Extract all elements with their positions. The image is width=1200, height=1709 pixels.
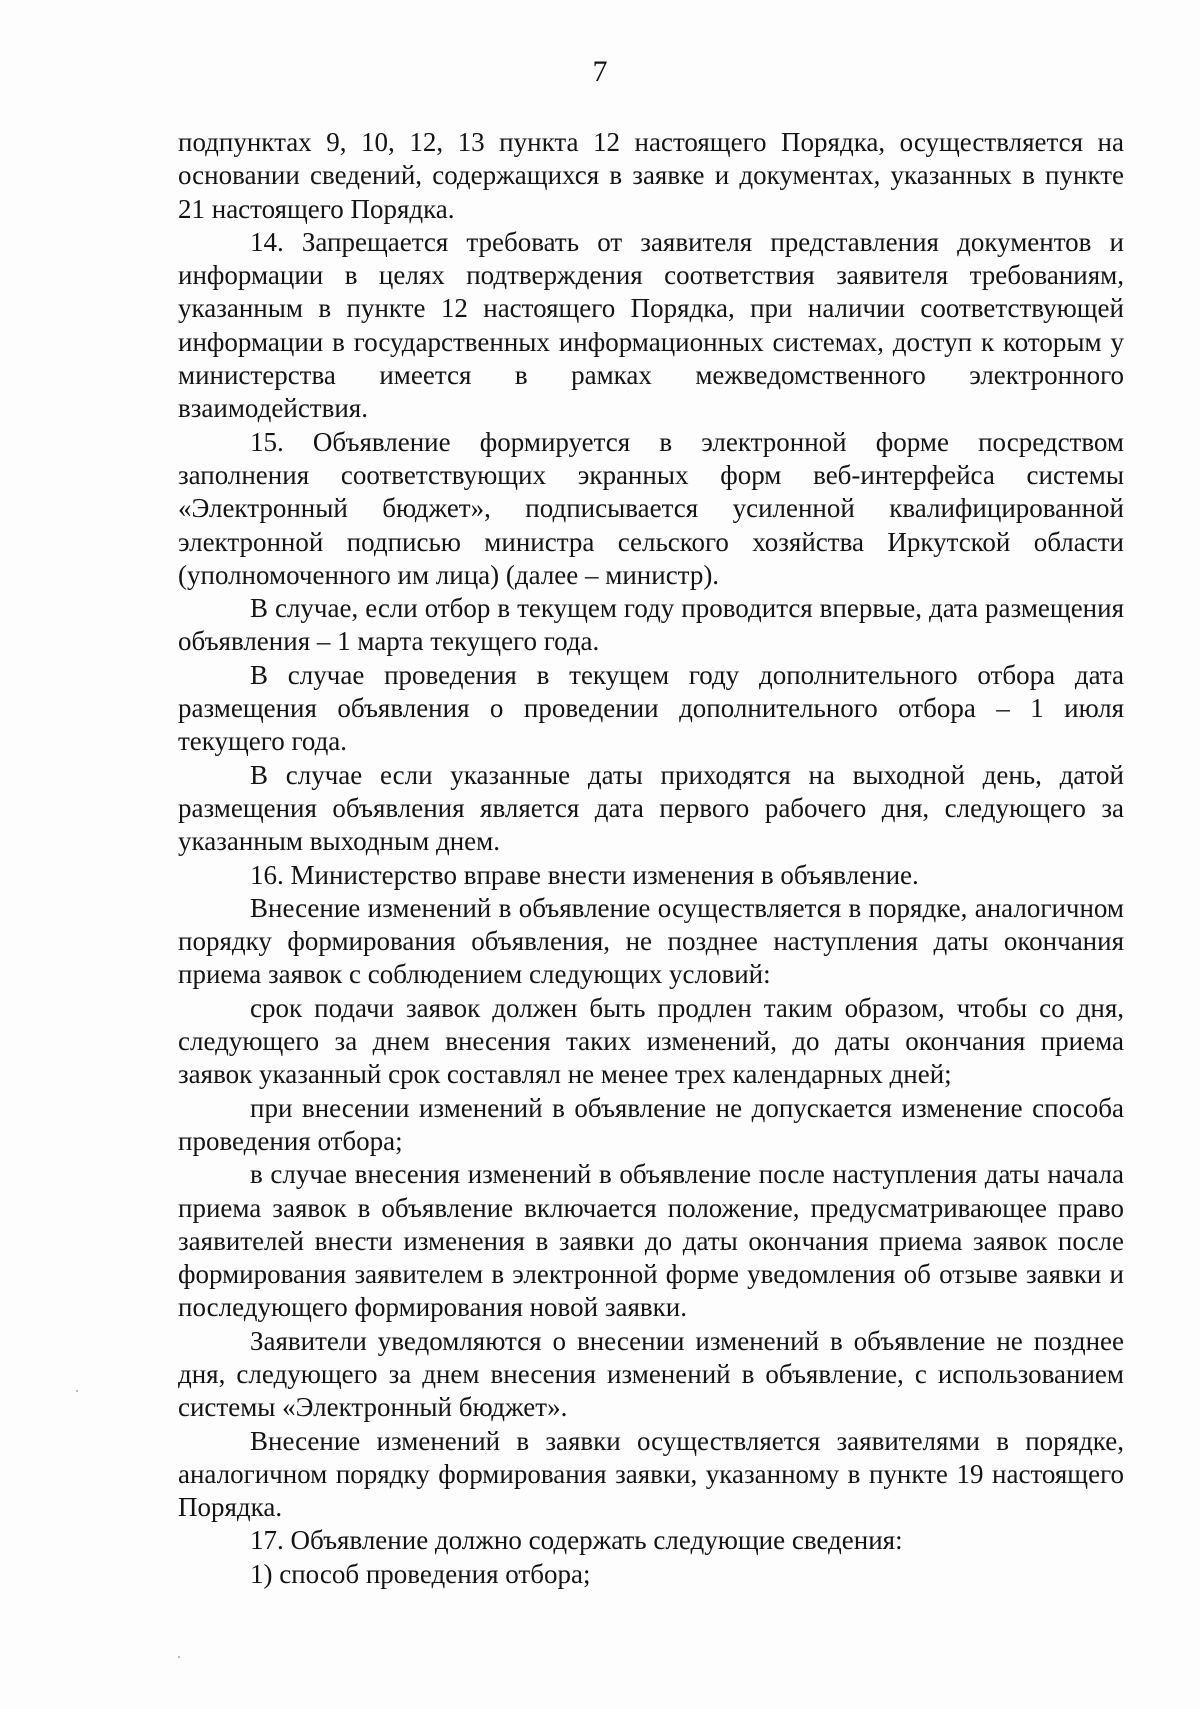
scan-speck [76, 1390, 78, 1392]
paragraph-condition-after-start: в случае внесения изменений в объявление после наступления даты начала приема заявок в объявление включается положение, предусматривающее право заявителей внести изменения в заявки до даты окончания приема заявок после формирования заявителем в электронной форме уведомления об отзыве заявки и последующего формирования новой заявки. [178, 1159, 1124, 1323]
paragraph-condition-method: при внесении изменений в объявление не допускается изменение способа проведения отбора; [178, 1092, 1124, 1156]
paragraph-amendment-procedure: Внесение изменений в объявление осуществляется в порядке, аналогичном порядку формирования объявления, не позднее наступления даты окончания приема заявок с соблюдением следующих условий: [178, 892, 1124, 990]
paragraph-continuation: подпунктах 9, 10, 12, 13 пункта 12 настоящего Порядка, осуществляется на основании сведений, содержащихся в заявке и документах, указанных в пункте 21 настоящего Порядка. [178, 127, 1124, 224]
paragraph-weekend-rule: В случае если указанные даты приходятся на выходной день, датой размещения объявления является дата первого рабочего дня, следующего за указанным выходным днем. [178, 759, 1124, 857]
paragraph-application-changes: Внесение изменений в заявки осуществляется заявителями в порядке, аналогичном порядку формирования заявки, указанному в пункте 19 настоящего Порядка. [178, 1425, 1124, 1523]
paragraph-item-14: 14. Запрещается требовать от заявителя представления документов и информации в целях подтверждения соответствия заявителя требованиям, указанным в пункте 12 настоящего Порядка, при наличии соответствующей информации в государственных информационных системах, доступ к которым у министерства имеется в рамках межведомственного электронного взаимодействия. [178, 226, 1124, 424]
paragraph-item-15: 15. Объявление формируется в электронной форме посредством заполнения соответствующих экранных форм веб-интерфейса системы «Электронный бюджет», подписывается усиленной квалифицированной электронной подписью министра сельского хозяйства Иркутской области (уполномоченного им лица) (далее – министр). [178, 426, 1124, 590]
paragraph-item-16: 16. Министерство вправе внести изменения в объявление. [250, 859, 919, 890]
scan-speck [178, 1656, 180, 1658]
paragraph-subitem-1: 1) способ проведения отбора; [250, 1558, 591, 1589]
paragraph-additional-selection-date: В случае проведения в текущем году дополнительного отбора дата размещения объявления о проведении дополнительного отбора – 1 июля текущего года. [178, 659, 1124, 757]
paragraph-condition-extension: срок подачи заявок должен быть продлен таким образом, чтобы со дня, следующего за днем внесения таких изменений, до даты окончания приема заявок указанный срок составлял не менее трех календарных дней; [178, 992, 1124, 1090]
paragraph-item-17: 17. Объявление должно содержать следующие сведения: [250, 1525, 903, 1556]
document-body [178, 126, 1124, 1591]
paragraph-first-selection-date: В случае, если отбор в текущем году проводится впервые, дата размещения объявления – 1 марта текущего года. [178, 593, 1124, 657]
paragraph-notification: Заявители уведомляются о внесении изменений в объявление не позднее дня, следующего за днем внесения изменений в объявление, с использованием системы «Электронный бюджет». [178, 1325, 1124, 1423]
page-number: 7 [592, 55, 608, 88]
